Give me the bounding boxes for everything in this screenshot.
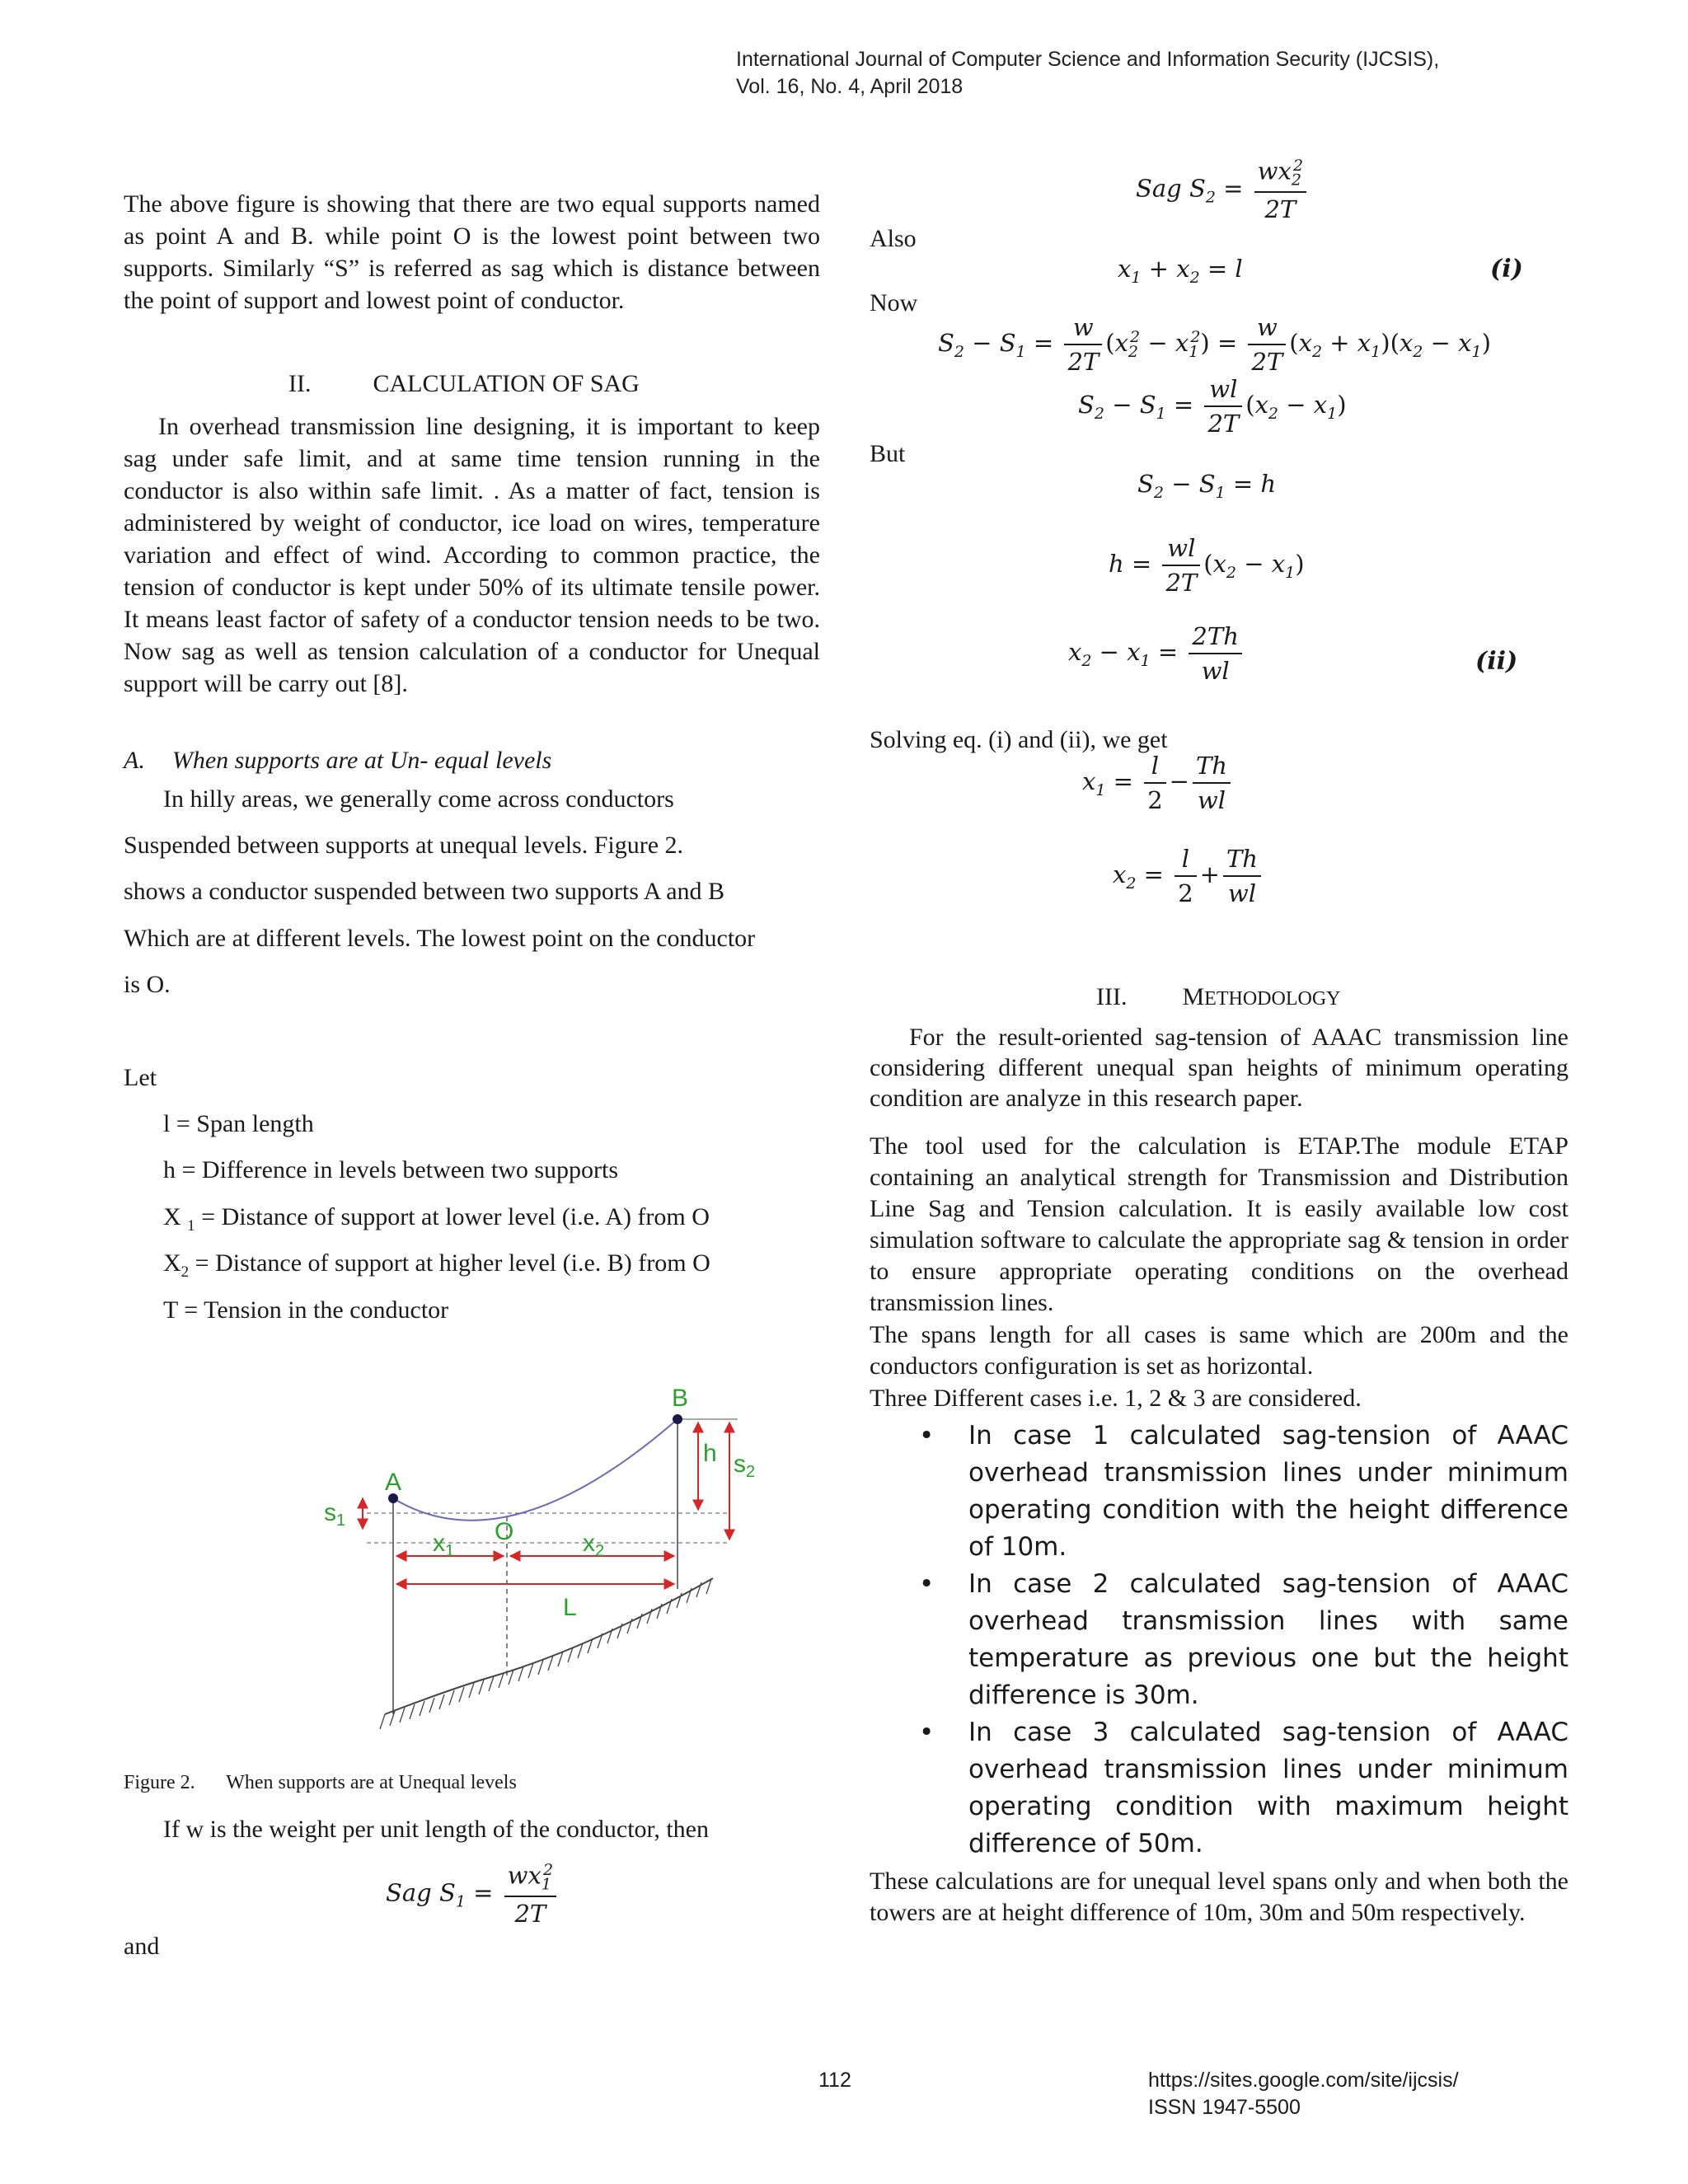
methodology-paragraph-4: Three Different cases i.e. 1, 2 & 3 are considered. <box>870 1385 1362 1412</box>
section-3-number: III. <box>1096 983 1128 1010</box>
methodology-paragraph-1: For the result-oriented sag-tension of AAAC transmission line considering different unequal span heights of minimum operating condition are analyze in this research paper. <box>870 1024 1568 1112</box>
equation-label-i: (i) <box>1490 255 1523 284</box>
subsection-a-title: When supports are at Un- equal levels <box>171 747 552 774</box>
equation-x1-solution: $x_1$ = $\frac{l}{2}$ − $\frac{Th}{wl}$ <box>1082 752 1234 814</box>
unequal-line-2: Suspended between supports at unequal levels. Figure 2. <box>124 832 684 859</box>
unequal-line-3: shows a conductor suspended between two supports A and B <box>124 878 725 905</box>
figure-caption-text: When supports are at Unequal levels <box>226 1772 517 1793</box>
bullet-icon: • <box>919 1421 935 1451</box>
equation-sag-s2: Sag $S_2$ = $\frac{wx_2^2}{2T}$ <box>1136 157 1310 223</box>
label-x2: $x_2$ <box>583 1530 605 1560</box>
label-a: A <box>385 1469 402 1496</box>
section-2-title: CALCULATION OF SAG <box>373 370 640 397</box>
footer-issn: ISSN 1947-5500 <box>1148 2096 1301 2119</box>
case-3-item: • In case 3 calculated sag-tension of AAAC overhead transmission lines under minimum operating condition with maximum height difference of 50m. <box>870 1714 1568 1863</box>
also-label: Also <box>870 225 917 252</box>
journal-header <box>736 46 1439 101</box>
equation-s2-minus-s1-equals-h: $S_2 - S_1 = h$ <box>1137 470 1277 502</box>
support-b-point <box>673 1414 682 1424</box>
equation-i: $x_1 + x_2 = l$ <box>1118 255 1243 287</box>
figure-2-diagram <box>317 1376 756 1747</box>
let-label: Let <box>124 1064 157 1091</box>
label-s1: $s_1$ <box>324 1499 346 1530</box>
section-3-title: METHODOLOGY <box>1182 983 1341 1010</box>
journal-title: International Journal of Computer Science and Information Security (IJCSIS), <box>736 48 1440 71</box>
label-l: L <box>563 1594 577 1621</box>
equation-s2-minus-s1: $S_2 - S_1$ = $\frac{wl}{2T}$ $(x_2 - x_1)$ <box>1078 375 1347 438</box>
equation-x2-solution: $x_2$ = $\frac{l}{2}$ + $\frac{Th}{wl}$ <box>1113 845 1264 907</box>
def-height-diff: h = Difference in levels between two supports <box>163 1156 619 1183</box>
figure-caption-number: Figure 2. <box>124 1772 195 1793</box>
def-x1: X $_1$ = Distance of support at lower level (i.e. A) from O <box>163 1203 710 1235</box>
now-label: Now <box>870 289 918 316</box>
def-span-length: l = Span length <box>163 1110 314 1137</box>
footer-url: https://sites.google.com/site/ijcsis/ <box>1148 2069 1459 2092</box>
cases-bullet-list <box>870 1418 1568 1863</box>
dimension-arrows <box>363 1422 729 1584</box>
label-s2: $s_2$ <box>734 1451 756 1481</box>
figure-2-caption <box>124 1772 517 1794</box>
unequal-line-4: Which are at different levels. The lowest point on the conductor <box>124 925 756 952</box>
bullet-icon: • <box>919 1718 935 1747</box>
journal-volume: Vol. 16, No. 4, April 2018 <box>736 75 964 98</box>
unequal-line-1: In hilly areas, we generally come across conductors <box>163 785 674 813</box>
weight-line: If w is the weight per unit length of the conductor, then <box>163 1816 709 1843</box>
section-2-paragraph: In overhead transmission line designing, it is important to keep sag under safe limit, and at same time tension running in the conductor is also within safe limit. . As a matter of fact, tension is administered by weight of conductor, ice load on wires, temperature variation and effect of wind. According to common practice, the tension of conductor is kept under 50% of its ultimate tensile power. It means least factor of safety of a conductor tension needs to be two. Now sag as well as tension calculation of a conductor for Unequal support will be carry out [8]. <box>124 413 820 697</box>
label-b: B <box>672 1385 689 1412</box>
conductor-curve <box>393 1419 678 1521</box>
solving-line: Solving eq. (i) and (ii), we get <box>870 726 1168 753</box>
def-tension: T = Tension in the conductor <box>163 1296 449 1324</box>
case-1-item: • In case 1 calculated sag-tension of AAAC overhead transmission lines under minimum operating condition with the height difference of 10m. <box>870 1418 1568 1566</box>
methodology-paragraph-2: The tool used for the calculation is ETAP.The module ETAP containing an analytical strength for Transmission and Distribution Line Sag and Tension calculation. It is easily available low cost simulation software to calculate the appropriate sag & tension in order to ensure appropriate operating conditions on the overhead transmission lines. <box>870 1132 1568 1316</box>
methodology-paragraph-3: The spans length for all cases is same which are 200m and the conductors configuration is set as horizontal. <box>870 1321 1568 1380</box>
section-3-heading <box>1096 981 1340 1015</box>
label-h: h <box>703 1440 717 1467</box>
ground-slope <box>380 1578 713 1729</box>
def-x2: $X_2$ = Distance of support at higher level (i.e. B) from O <box>163 1249 710 1281</box>
subsection-a-heading <box>124 744 551 776</box>
section-2-number: II. <box>288 370 312 397</box>
equation-s2-minus-s1-expanded: $S_2 - S_1$ = $\frac{w}{2T}$ $(x_2^2 - x_1^2)$ = $\frac{w}{2T}$ $(x_2 + x_1)(x_2 - x_1)$ <box>938 313 1491 376</box>
but-label: But <box>870 440 906 467</box>
equation-ii: $x_2 - x_1$ = $\frac{2Th}{wl}$ <box>1068 622 1245 685</box>
and-label: and <box>124 1933 160 1960</box>
closing-paragraph: These calculations are for unequal level spans only and when both the towers are at height difference of 10m, 30m and 50m respectively. <box>870 1868 1568 1926</box>
equation-sag-s1: Sag $S_1$ = $\frac{wx_1^2}{2T}$ <box>386 1861 560 1928</box>
label-x1: $x_1$ <box>433 1530 455 1560</box>
bullet-icon: • <box>919 1569 935 1599</box>
page-number: 112 <box>818 2069 851 2092</box>
equation-h: h = $\frac{wl}{2T}$ $(x_2 - x_1)$ <box>1109 534 1305 597</box>
label-o: O <box>495 1518 514 1545</box>
unequal-line-5: is O. <box>124 971 171 998</box>
case-2-item: • In case 2 calculated sag-tension of AAAC overhead transmission lines with same temperature as previous one but the height difference is 30m. <box>870 1566 1568 1714</box>
equation-label-ii: (ii) <box>1475 647 1518 676</box>
subsection-a-label: A. <box>124 747 145 774</box>
intro-paragraph: The above figure is showing that there are two equal supports named as point A and B. while point O is the lowest point between two supports. Similarly “S” is referred as sag which is distance between the point of support and lowest point of conductor. <box>124 190 820 314</box>
section-2-heading <box>288 368 640 400</box>
